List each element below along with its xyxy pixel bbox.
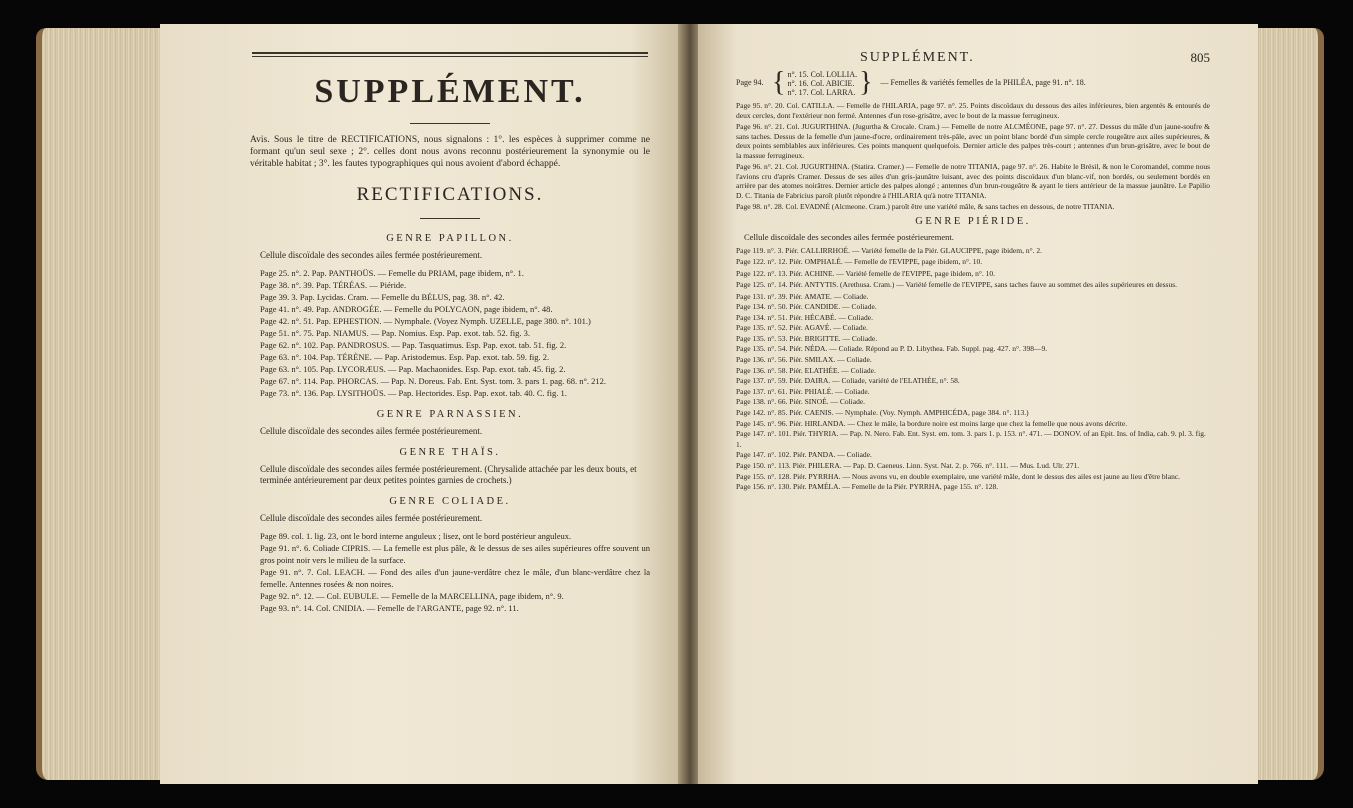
list-item: Page 63. n°. 104. Pap. TÉRÈNE. — Pap. Aristodemus. Esp. Pap. exot. tab. 59. fig. 2.	[260, 352, 550, 362]
list-item: Page 142. n°. 85. Piér. CAENIS. — Nymphale. (Voy. Nymph. AMPHICÉDA, page 384. n°. 113.)	[736, 408, 1029, 418]
list-item: n°. 16. Col. ABICIE.	[787, 78, 855, 88]
cellule-note: Cellule discoïdale des secondes ailes fermée postérieurement.	[744, 231, 954, 242]
list-item: Page 41. n°. 49. Pap. ANDROGÉE. — Femelle du POLYCAON, page ibidem, n°. 48.	[260, 304, 553, 314]
list-item: Page 135. n°. 54. Piér. NÉDA. — Coliade. Répond au P. D. Libythea. Fab. Suppl. pag. 427. n°. 398—9.	[736, 344, 1048, 354]
book-edge-right	[1250, 28, 1324, 780]
list-item: Page 91. n°. 7. Col. LEACH. — Fond des ailes d'un jaune-verdâtre chez le mâle, d'un blanc-verdâtre chez la femelle. Antennes rosées & non noires.	[260, 567, 650, 589]
bracket-list	[787, 70, 857, 97]
list-item: Page 91. n°. 6. Coliade CIPRIS. — La femelle est plus pâle, & le dessus de ses ailes supérieures offre souvent un gros point noir vers le milieu de la surface.	[260, 543, 650, 565]
papillon-list	[250, 267, 650, 399]
list-item: Page 38. n°. 39. Pap. TÉRÉAS. — Piéride.	[260, 280, 407, 290]
section-title: RECTIFICATIONS.	[356, 184, 544, 205]
cellule-note: Cellule discoïdale des secondes ailes fermée postérieurement.	[260, 426, 483, 436]
coliade-continued-list	[736, 101, 1210, 212]
right-page	[698, 24, 1258, 784]
list-item: Page 96. n°. 21. Col. JUGURTHINA. (Jugurtha & Crocale. Cram.) — Femelle de notre ALCMÉONE, page 97. n°. 27. Dessus du mâle d'un jaune-soufre & sans taches. Dessus de la femelle d'un jaune-d'ocre, ordinairement très-pâle, avec un point blanc bordé d'un simple cercle rougeâtre aux ailes supérieures, & deux points semblables aux inférieures. Ces points manquent quelquefois. Dernier article des palpes très-court ; antennes d'un brun-grisâtre, avec le bout de la massue ferrugineux.	[736, 122, 1210, 160]
list-item: Page 67. n°. 114. Pap. PHORCAS. — Pap. N. Doreus. Fab. Ent. Syst. tom. 3. pars 1. pag. 68. n°. 212.	[260, 376, 607, 386]
list-item: Page 73. n°. 136. Pap. LYSITHOÜS. — Pap. Hectorides. Esp. Pap. exot. tab. 40. C. fig. 1.	[260, 388, 567, 398]
list-item: Page 122. n°. 13. Piér. ACHINE. — Variété femelle de l'EVIPPE, page ibidem, n°. 10.	[736, 268, 996, 278]
list-item: Page 25. n°. 2. Pap. PANTHOÜS. — Femelle du PRIAM, page ibidem, n°. 1.	[260, 268, 524, 278]
list-item: Page 96. n°. 21. Col. JUGURTHINA. (Statira. Cramer.) — Femelle de notre TITANIA, page 97. n°. 26. Habite le Brésil, & non le Coromandel, comme nous l'avions cru d'après Cramer. Dessus de ses ailes d'un gris-jaunâtre luisant, avec des points discoïdaux d'un blanc-vif, non bordés, ou seulement bordés en arrière par des atomes noirâtres. Dernier article des palpes alongé ; antennes d'un brun-rougeâtre & ayant le tiers antérieur de la massue jaunâtre. Le Papilio D. C. Titania de Fabricius paroît plutôt répondre à l'HILARIA qu'à notre TITANIA.	[736, 162, 1210, 200]
cellule-note: Cellule discoïdale des secondes ailes fermée postérieurement. (Chrysalide attachée par les deux bouts, et terminée antérieurement par deux petites pointes garnies de crochets.)	[260, 464, 637, 485]
brace-left: {	[772, 67, 786, 98]
list-item: Page 156. n°. 130. Piér. PAMÉLA. — Femelle de la Piér. PYRRHA, page 155. n°. 128.	[736, 482, 999, 492]
book-edge-left	[36, 28, 168, 780]
list-item: Page 89. col. 1. lig. 23, ont le bord interne anguleux ; lisez, ont le bord postérieur anguleux.	[260, 531, 572, 541]
list-item: Page 137. n°. 61. Piér. PHIALÉ. — Coliade.	[736, 386, 870, 396]
running-header	[860, 52, 1210, 63]
pieride-list	[736, 246, 1210, 493]
list-item: Page 92. n°. 12. — Col. EUBULE. — Femelle de la MARCELLINA, page ibidem, n°. 9.	[260, 591, 564, 601]
list-item: Page 150. n°. 113. Piér. PHILERA. — Pap. D. Caeneus. Linn. Syst. Nat. 2. p. 766. n°. 111. — Mus. Lud. Ulr. 271.	[736, 461, 1080, 470]
section-rule	[420, 218, 480, 219]
right-page-content	[736, 52, 1210, 493]
list-item: Page 62. n°. 102. Pap. PANDROSUS. — Pap. Tasquatimus. Esp. Pap. exot. tab. 51. fig. 2.	[260, 340, 567, 350]
bracket-entry	[736, 69, 1210, 97]
genre-heading: GENRE THAÏS.	[399, 447, 501, 458]
list-item: Page 95. n°. 20. Col. CATILLA. — Femelle de l'HILARIA, page 97. n°. 25. Points discoïdaux du dessous des ailes inférieures, bien argentés & entourés de deux cercles, dont l'extérieur non fermé. Antennes d'un rose-grisâtre, avec le bout de la massue ferrugineux.	[736, 101, 1210, 120]
genre-heading: GENRE PAPILLON.	[386, 233, 514, 244]
list-item: Page 93. n°. 14. Col. CNIDIA. — Femelle de l'ARGANTE, page 92. n°. 11.	[260, 603, 519, 613]
list-item: Page 134. n°. 51. Piér. HÉCABÉ. — Coliade.	[736, 312, 873, 322]
coliade-list	[250, 530, 650, 614]
list-item: Page 98. n°. 28. Col. EVADNÉ (Alcmeone. Cram.) paroît être une variété mâle, & sans taches en dessous, de notre TITANIA.	[736, 202, 1115, 211]
list-item: Page 145. n°. 96. Piér. HIRLANDA. — Chez le mâle, la bordure noire est moins large que chez la femelle que nous avons décrite.	[736, 418, 1128, 428]
page-number: 805	[1190, 50, 1210, 65]
top-rule	[252, 52, 648, 57]
list-item: Page 134. n°. 50. Piér. CANDIDE. — Coliade.	[736, 302, 877, 312]
list-item: Page 63. n°. 105. Pap. LYCORÆUS. — Pap. Machaonides. Esp. Pap. exot. tab. 45. fig. 2.	[260, 364, 566, 374]
list-item: Page 131. n°. 39. Piér. AMATE. — Coliade.	[736, 291, 869, 301]
genre-heading: GENRE PIÉRIDE.	[915, 215, 1031, 227]
genre-heading: GENRE PARNASSIEN.	[376, 409, 524, 420]
avis-paragraph: Avis. Sous le titre de RECTIFICATIONS, nous signalons : 1°. les espèces à supprimer comme ne formant qu'un seul sexe ; 2°. celles dont nous avons reconnu postérieurement la synonymie ou le véritable habitat ; 3°. les fautes typographiques qui nous avoient d'abord échappé.	[250, 135, 650, 169]
list-item: Page 51. n°. 75. Pap. NIAMUS. — Pap. Nomius. Esp. Pap. exot. tab. 52. fig. 3.	[260, 328, 530, 338]
left-page	[160, 24, 682, 784]
bracket-label: Page 94.	[736, 78, 764, 87]
list-item: Page 119. n°. 3. Piér. CALLIRRHOÉ. — Variété femelle de la Piér. GLAUCIPPE, page ibidem, n°. 2.	[736, 245, 1042, 255]
list-item: Page 136. n°. 56. Piér. SMILAX. — Coliade.	[736, 355, 872, 365]
list-item: n°. 17. Col. LARRA.	[787, 87, 856, 97]
list-item: Page 147. n°. 102. Piér. PANDA. — Coliade.	[736, 450, 872, 460]
cellule-note: Cellule discoïdale des secondes ailes fermée postérieurement.	[260, 513, 483, 523]
list-item: Page 136. n°. 58. Piér. ELATHÉE. — Coliade.	[736, 365, 876, 375]
genre-heading: GENRE COLIADE.	[389, 496, 511, 507]
page-title: SUPPLÉMENT.	[314, 73, 586, 110]
brace-right: }	[859, 67, 873, 98]
title-rule	[410, 123, 490, 124]
list-item: Page 122. n°. 12. Piér. OMPHALÉ. — Femelle de l'EVIPPE, page ibidem, n°. 10.	[736, 257, 983, 266]
list-item: Page 135. n°. 52. Piér. AGAVÉ. — Coliade.	[736, 323, 868, 333]
left-page-content	[250, 52, 650, 614]
list-item: Page 137. n°. 59. Piér. DAIRA. — Coliade, variété de l'ELATHÉE, n°. 58.	[736, 376, 960, 386]
list-item: Page 138. n°. 66. Piér. SINOÉ. — Coliade.	[736, 397, 866, 407]
list-item: Page 42. n°. 51. Pap. EPHESTION. — Nymphale. (Voyez Nymph. UZELLE, page 380. n°. 101.)	[260, 316, 591, 326]
list-item: Page 135. n°. 53. Piér. BRIGITTE. — Coliade.	[736, 333, 878, 343]
list-item: Page 39. 3. Pap. Lycidas. Cram. — Femelle du BÉLUS, pag. 38. n°. 42.	[260, 292, 505, 302]
list-item: n°. 15. Col. LOLLIA.	[787, 69, 858, 79]
list-item: Page 147. n°. 101. Piér. THYRIA. — Pap. N. Nero. Fab. Ent. Syst. em. tom. 3. pars 1. p. 153. n°. 471. — DONOV. of an Epit. Ins. of India, cab. 9. pl. 3. fig. 1.	[736, 429, 1206, 449]
cellule-note: Cellule discoïdale des secondes ailes fermée postérieurement.	[260, 250, 483, 260]
list-item: Page 125. n°. 14. Piér. ANTYTIS. (Arethusa. Cram.) — Variété femelle de l'EVIPPE, sans taches fauve au sommet des ailes supérieures en dessus.	[736, 280, 1177, 289]
bracket-note: — Femelles & variétés femelles de la PHILÉA, page 91. n°. 18.	[880, 78, 1086, 87]
list-item: Page 155. n°. 128. Piér. PYRRHA. — Nous avons vu, en double exemplaire, une variété mâle, dont le dessus des ailes est jaune au lieu d'être blanc.	[736, 471, 1181, 481]
running-title: SUPPLÉMENT.	[860, 50, 975, 65]
